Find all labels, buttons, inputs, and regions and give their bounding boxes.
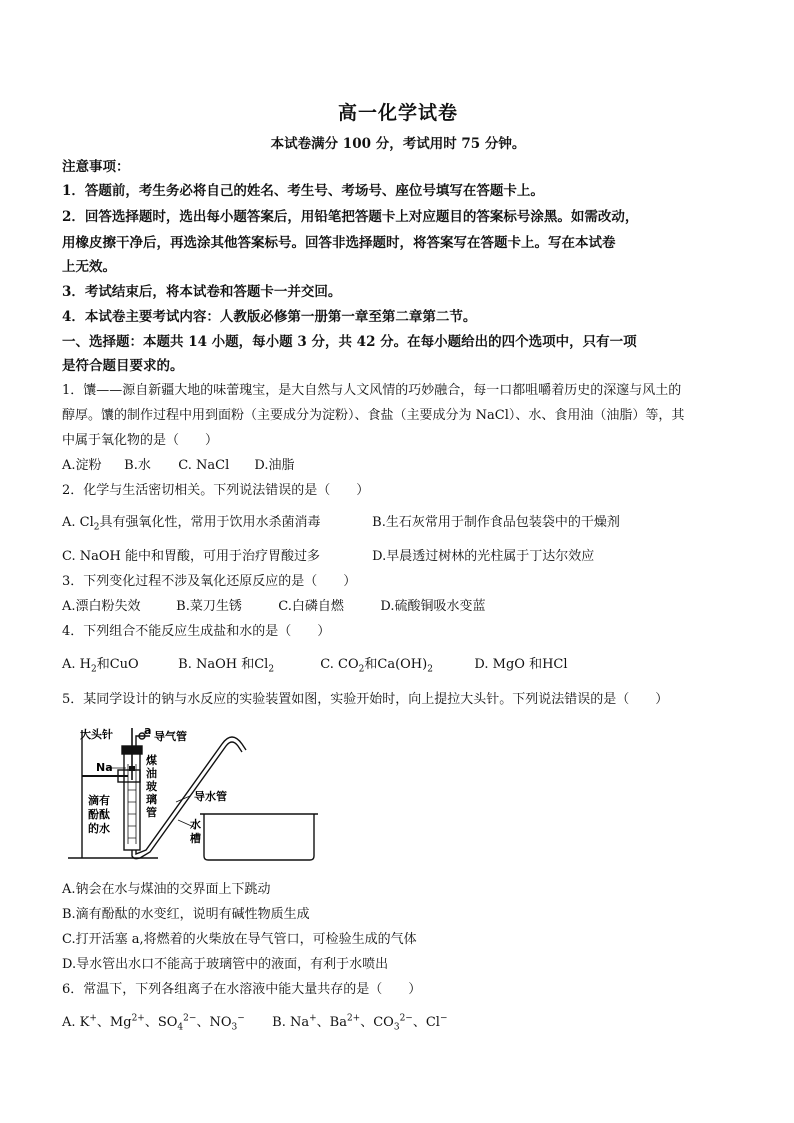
- q4-option-a-pre: A. H: [62, 657, 91, 672]
- label-a: a: [144, 724, 152, 737]
- q4-option-c-sub2: 2: [427, 664, 433, 675]
- note-2-line-1: 2．回答选择题时，选出每小题答案后，用铅笔把答题卡上对应题目的答案标号涂黑。如需改动，: [62, 209, 639, 225]
- q4-stem: 4．下列组合不能反应生成盐和水的是（ ）: [62, 624, 331, 639]
- label-phenol-3: 的水: [88, 822, 110, 835]
- label-glass-2: 璃: [146, 793, 157, 806]
- q1-line-2: 醇厚。馕的制作过程中用到面粉（主要成分为淀粉）、食盐（主要成分为 NaCl）、水、食用油（油脂）等，其: [62, 408, 685, 423]
- q6-a-ion-2-charge: 2+: [131, 1013, 145, 1024]
- apparatus-figure: [66, 724, 336, 869]
- q6-a-ion-3-charge: 2−: [183, 1013, 197, 1024]
- q6-b-ion-1-charge: +: [309, 1013, 317, 1024]
- q2-stem: 2．化学与生活密切相关。下列说法错误的是（ ）: [62, 483, 370, 498]
- q1-option-b[interactable]: B.水: [124, 458, 151, 473]
- q6-b-ion-4-charge: −: [439, 1013, 448, 1024]
- page-subtitle: 本试卷满分 100 分，考试用时 75 分钟。: [270, 136, 526, 152]
- sodium-piece: [129, 766, 135, 771]
- apparatus-diagram: [66, 724, 336, 869]
- q6-a-ion-4-sub: 3: [231, 1022, 238, 1033]
- q4-option-a-sub: 2: [91, 664, 97, 675]
- gas-tube-path: [136, 736, 150, 746]
- label-trough-1: 水: [190, 818, 201, 831]
- note-1: 1．答题前，考生务必将自己的姓名、考生号、考场号、座位号填写在答题卡上。: [62, 183, 544, 199]
- q5-option-b[interactable]: B.滴有酚酞的水变红，说明有碱性物质生成: [62, 907, 310, 922]
- label-trough-2: 槽: [190, 832, 201, 845]
- label-phenol-2: 酚酞: [88, 808, 110, 821]
- q5-option-a[interactable]: A.钠会在水与煤油的交界面上下跳动: [62, 882, 271, 897]
- note-2-line-2: 用橡皮擦干净后，再选涂其他答案标号。回答非选择题时，将答案写在答题卡上。写在本试卷: [62, 235, 616, 251]
- notes-heading: 注意事项：: [62, 159, 130, 175]
- section-1-line-2: 是符合题目要求的。: [62, 358, 184, 374]
- q3-option-a[interactable]: A.漂白粉失效: [62, 599, 141, 614]
- q1-options: [62, 456, 295, 476]
- q6-a-ion-4-charge: −: [237, 1013, 245, 1024]
- note-4: 4．本试卷主要考试内容：人教版必修第一册第一章至第二章第二节。: [62, 309, 477, 325]
- q4-options: [62, 655, 568, 675]
- q6-options: [62, 1013, 448, 1033]
- q3-option-b[interactable]: B.菜刀生锈: [176, 599, 242, 614]
- q6-stem: 6．常温下，下列各组离子在水溶液中能大量共存的是（ ）: [62, 982, 422, 997]
- q4-option-c-paren: (OH): [395, 657, 428, 672]
- label-na: Na: [96, 761, 113, 774]
- q6-b-ion-4: 、Cl: [412, 1015, 440, 1030]
- q6-b-ion-2: 、Ba: [316, 1015, 347, 1030]
- q5-option-d[interactable]: D.导水管出水口不能高于玻璃管中的液面，有利于水喷出: [62, 957, 389, 972]
- q4-option-c-mid: 和Ca: [364, 657, 396, 672]
- q6-a-ion-2: 、Mg: [96, 1015, 132, 1030]
- q4-option-b-sub: 2: [268, 664, 275, 675]
- q4-option-b-pre: B. NaOH 和Cl: [178, 657, 269, 672]
- q4-option-d[interactable]: D. MgO 和HCl: [474, 657, 568, 672]
- q4-option-a[interactable]: [62, 655, 174, 675]
- q6-b-ion-2-charge: 2+: [346, 1013, 361, 1024]
- q2-option-a-pre: A. Cl: [62, 515, 94, 530]
- q1-option-a[interactable]: A.淀粉: [62, 458, 102, 473]
- label-gas-tube: 导气管: [154, 730, 187, 743]
- page-title: 高一化学试卷: [337, 102, 458, 124]
- q5-stem: 5．某同学设计的钠与水反应的实验装置如图，实验开始时，向上提拉大头针。下列说法错误的是（ ）: [62, 692, 669, 707]
- q4-option-c[interactable]: [320, 655, 470, 675]
- label-pin: 大头针: [80, 728, 113, 741]
- q6-option-b-label: B. Na: [272, 1015, 310, 1030]
- q2-option-b[interactable]: B.生石灰常用于制作食品包装袋中的干燥剂: [372, 515, 620, 530]
- q2-option-a-post: 具有强氧化性，常用于饮用水杀菌消毒: [99, 515, 321, 530]
- q1-line-3: 中属于氧化物的是（ ）: [62, 433, 219, 448]
- q6-option-a-label: A. K: [62, 1015, 90, 1030]
- q4-option-c-sub: 2: [358, 664, 365, 675]
- q4-option-b[interactable]: [178, 655, 316, 675]
- q5-option-c[interactable]: C.打开活塞 a,将燃着的火柴放在导气管口，可检验生成的气体: [62, 932, 417, 947]
- label-phenol-1: 滴有: [88, 794, 110, 807]
- q6-option-a[interactable]: [62, 1013, 268, 1033]
- q1-option-c[interactable]: C. NaCl: [178, 458, 230, 473]
- q6-b-ion-3-sub: 3: [393, 1022, 400, 1033]
- label-kerosene-2: 油: [146, 767, 157, 780]
- q2-options-row-2: [62, 547, 594, 567]
- q3-option-d[interactable]: D.硫酸铜吸水变蓝: [380, 599, 486, 614]
- q1-line-1: 1．馕——源自新疆大地的味蕾瑰宝，是大自然与人文风情的巧妙融合，每一口都咀嚼着历史的深邃与风土的: [62, 383, 682, 398]
- q6-a-ion-3: 、SO: [144, 1015, 178, 1030]
- section-1-line-1: 一、选择题：本题共 14 小题，每小题 3 分，共 42 分。在每小题给出的四个选项中，只有一项: [62, 334, 637, 350]
- q6-b-ion-3: 、CO: [360, 1015, 394, 1030]
- label-glass-1: 玻: [146, 780, 157, 793]
- q2-option-a-sub: 2: [93, 522, 100, 533]
- q2-option-a[interactable]: [62, 513, 368, 533]
- q6-a-ion-1-charge: +: [89, 1013, 97, 1024]
- note-2-line-3: 上无效。: [62, 259, 116, 275]
- q3-options: [62, 597, 486, 617]
- q3-stem: 3．下列变化过程不涉及氧化还原反应的是（ ）: [62, 574, 357, 589]
- q6-a-ion-4: 、NO: [196, 1015, 232, 1030]
- trough: [204, 814, 314, 860]
- q6-a-ion-3-sub: 4: [177, 1022, 184, 1033]
- label-kerosene-1: 煤: [146, 754, 157, 767]
- q3-option-c[interactable]: C.白磷自燃: [278, 599, 344, 614]
- label-water-tube: 导水管: [194, 790, 227, 803]
- q4-option-c-pre: C. CO: [320, 657, 359, 672]
- label-glass-3: 管: [146, 806, 157, 819]
- q1-option-d[interactable]: D.油脂: [254, 458, 295, 473]
- q2-option-c[interactable]: C. NaOH 能中和胃酸，可用于治疗胃酸过多: [62, 549, 321, 564]
- note-3: 3．考试结束后，将本试卷和答题卡一并交回。: [62, 284, 342, 300]
- q6-option-b[interactable]: [272, 1013, 447, 1033]
- q6-b-ion-3-charge: 2−: [399, 1013, 413, 1024]
- q2-option-d[interactable]: D.早晨透过树林的光柱属于丁达尔效应: [372, 549, 595, 564]
- q2-options-row-1: [62, 513, 620, 533]
- q4-option-a-post: 和CuO: [96, 657, 139, 672]
